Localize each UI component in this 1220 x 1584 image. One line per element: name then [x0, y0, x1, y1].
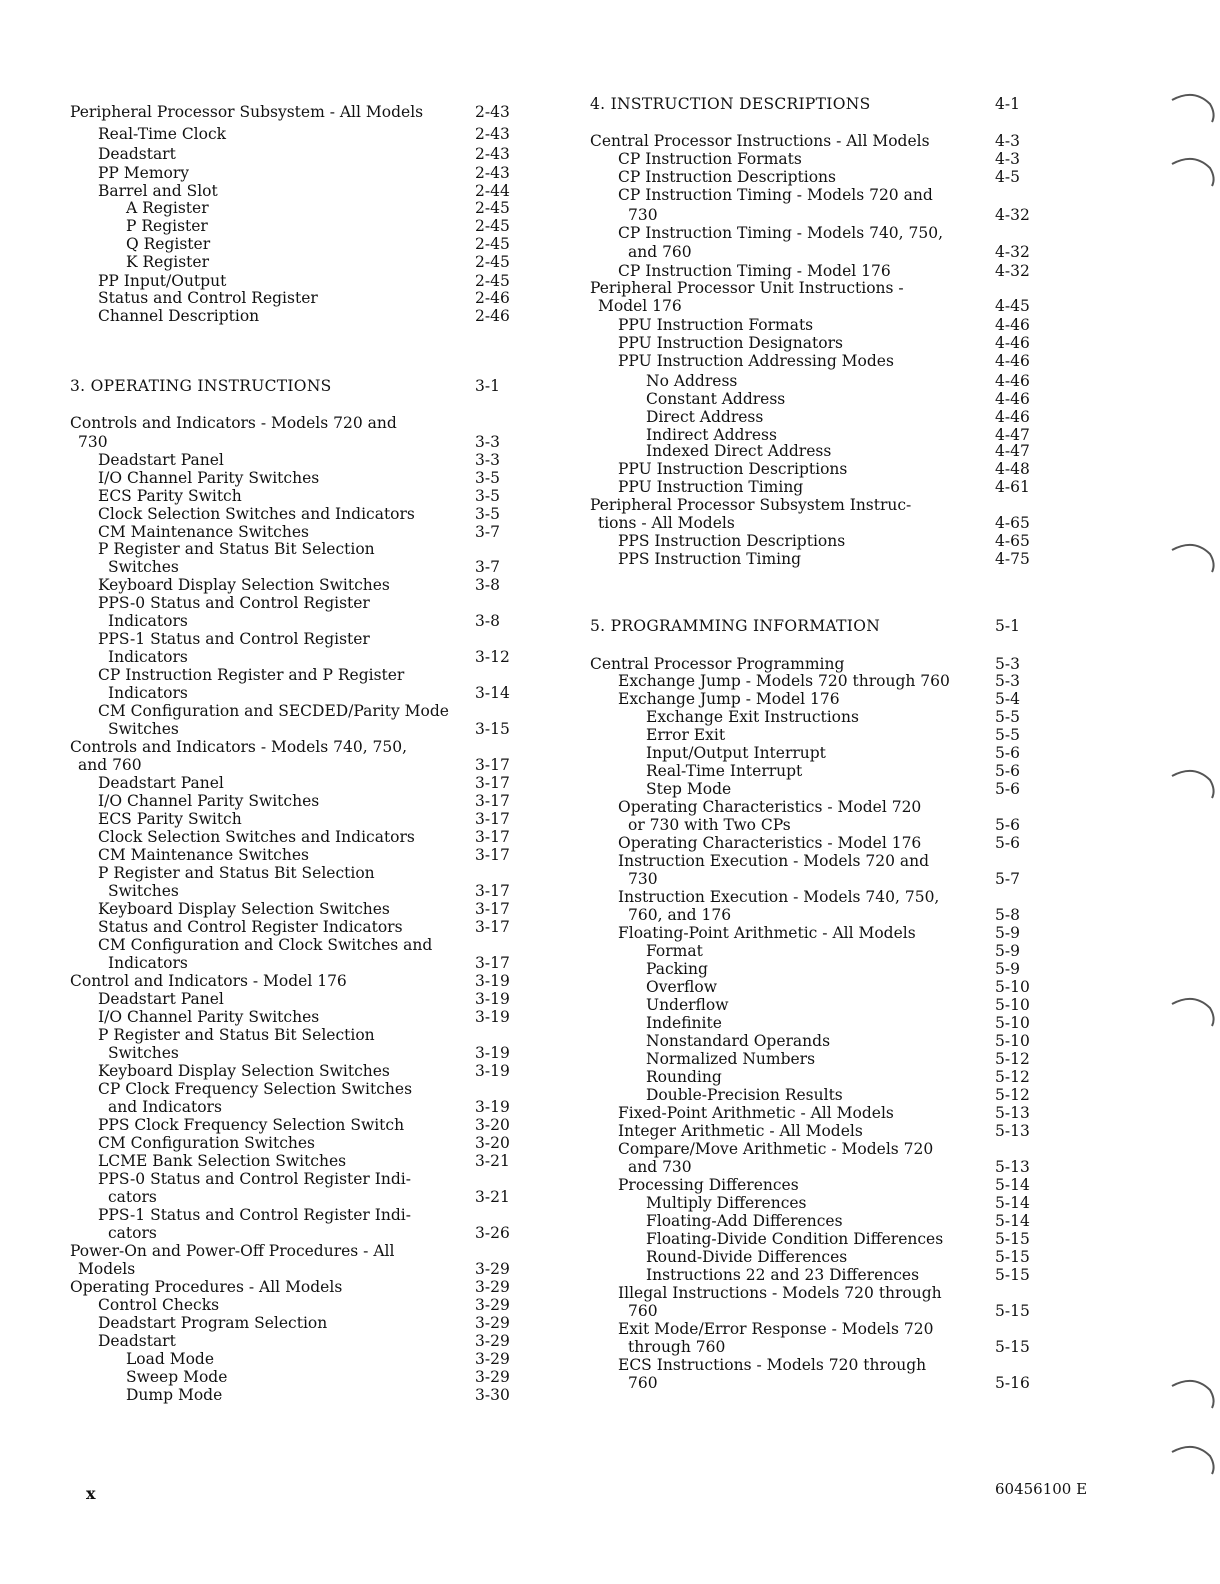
toc-entry-title: I/O Channel Parity Switches: [98, 1008, 320, 1026]
toc-entry-page: 3-29: [475, 1350, 510, 1368]
toc-entry-title: Switches: [108, 882, 179, 900]
page-number: x: [86, 1484, 96, 1503]
toc-entry-title: Operating Procedures - All Models: [70, 1278, 343, 1296]
toc-entry-page: 5-3: [995, 672, 1020, 690]
toc-entry-title: PPU Instruction Timing: [618, 478, 804, 496]
toc-entry-title: PPU Instruction Descriptions: [618, 460, 848, 478]
toc-entry-title: Operating Characteristics - Model 720: [618, 798, 922, 816]
toc-entry-title: Deadstart Panel: [98, 774, 224, 792]
toc-entry-title: CP Instruction Timing - Model 176: [618, 262, 891, 280]
toc-entry-page: 5-5: [995, 708, 1020, 726]
toc-entry-title: Packing: [646, 960, 708, 978]
toc-entry-page: 5-9: [995, 960, 1020, 978]
toc-entry-title: Operating Characteristics - Model 176: [618, 834, 922, 852]
toc-entry-page: 4-32: [995, 206, 1030, 224]
toc-entry-page: 3-12: [475, 648, 510, 666]
toc-entry-title: CP Instruction Descriptions: [618, 168, 836, 186]
toc-entry-title: Model 176: [598, 297, 682, 315]
toc-entry-title: Indicators: [108, 954, 188, 972]
toc-entry-page: 3-17: [475, 828, 510, 846]
toc-entry-page: 3-29: [475, 1368, 510, 1386]
toc-entry-page: 5-13: [995, 1122, 1030, 1140]
toc-entry-title: LCME Bank Selection Switches: [98, 1152, 347, 1170]
toc-entry-page: 5-8: [995, 906, 1020, 924]
toc-entry-title: Input/Output Interrupt: [646, 744, 826, 762]
toc-entry-title: Processing Differences: [618, 1176, 799, 1194]
toc-entry-page: 4-45: [995, 297, 1030, 315]
toc-entry-page: 5-12: [995, 1050, 1030, 1068]
toc-entry-title: or 730 with Two CPs: [628, 816, 791, 834]
toc-entry-title: Load Mode: [126, 1350, 215, 1368]
toc-entry-page: 4-48: [995, 460, 1030, 478]
toc-entry-page: 5-5: [995, 726, 1020, 744]
binder-hole-icon: [1150, 86, 1220, 132]
toc-entry-title: Controls and Indicators - Models 720 and: [70, 414, 397, 432]
toc-entry-title: Exchange Exit Instructions: [646, 708, 859, 726]
toc-entry-title: and 760: [628, 243, 692, 261]
toc-entry-title: I/O Channel Parity Switches: [98, 469, 320, 487]
toc-entry-page: 4-46: [995, 390, 1030, 408]
toc-entry-page: 5-7: [995, 870, 1020, 888]
toc-entry-page: 5-4: [995, 690, 1020, 708]
toc-entry-title: Instructions 22 and 23 Differences: [646, 1266, 920, 1284]
toc-entry-title: CP Instruction Formats: [618, 150, 802, 168]
toc-entry-title: A Register: [126, 199, 209, 217]
toc-entry-page: 4-47: [995, 442, 1030, 460]
toc-entry-page: 3-15: [475, 720, 510, 738]
toc-entry-title: ECS Parity Switch: [98, 810, 242, 828]
toc-entry-title: Keyboard Display Selection Switches: [98, 900, 390, 918]
toc-entry-title: I/O Channel Parity Switches: [98, 792, 320, 810]
toc-entry-title: CM Maintenance Switches: [98, 523, 309, 541]
toc-entry-title: 730: [628, 206, 658, 224]
toc-entry-title: ECS Parity Switch: [98, 487, 242, 505]
toc-entry-title: PPS Instruction Descriptions: [618, 532, 846, 550]
toc-entry-page: 2-45: [475, 235, 510, 253]
toc-entry-page: 3-29: [475, 1278, 510, 1296]
toc-entry-title: PPS Clock Frequency Selection Switch: [98, 1116, 405, 1134]
toc-entry-page: 5-6: [995, 816, 1020, 834]
toc-entry-page: 4-46: [995, 316, 1030, 334]
toc-entry-title: and Indicators: [108, 1098, 222, 1116]
toc-entry-page: 3-29: [475, 1260, 510, 1278]
toc-entry-page: 5-15: [995, 1338, 1030, 1356]
toc-entry-title: K Register: [126, 253, 209, 271]
toc-entry-title: CM Configuration and Clock Switches and: [98, 936, 433, 954]
toc-entry-title: Exchange Jump - Model 176: [618, 690, 840, 708]
toc-entry-title: CP Instruction Timing - Models 740, 750,: [618, 224, 944, 242]
toc-entry-title: Q Register: [126, 235, 211, 253]
toc-entry-title: Deadstart: [98, 145, 176, 163]
toc-entry-title: Keyboard Display Selection Switches: [98, 576, 390, 594]
toc-entry-page: 5-15: [995, 1230, 1030, 1248]
toc-entry-title: Nonstandard Operands: [646, 1032, 831, 1050]
toc-entry-page: 5-10: [995, 1032, 1030, 1050]
toc-entry-page: 5-14: [995, 1194, 1030, 1212]
toc-entry-title: PPU Instruction Designators: [618, 334, 843, 352]
toc-entry-title: tions - All Models: [598, 514, 735, 532]
binder-hole-icon: [1150, 762, 1220, 808]
toc-entry-page: 3-17: [475, 918, 510, 936]
toc-entry-title: PPS-1 Status and Control Register Indi-: [98, 1206, 411, 1224]
toc-entry-page: 3-17: [475, 756, 510, 774]
toc-entry-page: 3-17: [475, 792, 510, 810]
toc-entry-page: 2-43: [475, 145, 510, 163]
toc-entry-title: PPS-0 Status and Control Register Indi-: [98, 1170, 411, 1188]
toc-entry-page: 3-5: [475, 505, 500, 523]
toc-entry-page: 5-6: [995, 744, 1020, 762]
toc-entry-title: Peripheral Processor Subsystem - All Models: [70, 103, 424, 121]
toc-entry-title: 760: [628, 1302, 658, 1320]
toc-entry-page: 5-10: [995, 978, 1030, 996]
toc-entry-title: Instruction Execution - Models 720 and: [618, 852, 930, 870]
toc-entry-title: Overflow: [646, 978, 717, 996]
binder-hole-icon: [1150, 1438, 1220, 1484]
toc-entry-title: Round-Divide Differences: [646, 1248, 848, 1266]
toc-entry-page: 3-19: [475, 1044, 510, 1062]
toc-entry-title: Barrel and Slot: [98, 182, 218, 200]
binder-hole-icon: [1150, 990, 1220, 1036]
toc-entry-page: 3-8: [475, 612, 500, 630]
toc-entry-page: 5-9: [995, 942, 1020, 960]
toc-entry-page: 3-8: [475, 576, 500, 594]
toc-entry-title: 730: [628, 870, 658, 888]
toc-entry-title: P Register and Status Bit Selection: [98, 540, 375, 558]
toc-entry-title: Integer Arithmetic - All Models: [618, 1122, 863, 1140]
toc-entry-title: Deadstart Panel: [98, 451, 224, 469]
toc-entry-title: Power-On and Power-Off Procedures - All: [70, 1242, 395, 1260]
toc-entry-page: 3-17: [475, 810, 510, 828]
toc-entry-page: 4-3: [995, 150, 1020, 168]
toc-entry-title: Central Processor Programming: [590, 655, 845, 673]
toc-entry-title: Status and Control Register Indicators: [98, 918, 403, 936]
toc-entry-title: Rounding: [646, 1068, 722, 1086]
toc-entry-title: Multiply Differences: [646, 1194, 807, 1212]
toc-entry-title: Keyboard Display Selection Switches: [98, 1062, 390, 1080]
toc-entry-title: Deadstart: [98, 1332, 176, 1350]
toc-entry-title: Exit Mode/Error Response - Models 720: [618, 1320, 934, 1338]
toc-entry-page: 3-3: [475, 451, 500, 469]
toc-entry-page: 4-1: [995, 95, 1020, 113]
toc-entry-title: Peripheral Processor Unit Instructions -: [590, 279, 904, 297]
binder-hole-icon: [1150, 536, 1220, 582]
toc-entry-title: Indefinite: [646, 1014, 722, 1032]
toc-entry-title: 760, and 176: [628, 906, 732, 924]
toc-entry-page: 4-32: [995, 243, 1030, 261]
toc-entry-title: Real-Time Clock: [98, 125, 227, 143]
toc-entry-title: Deadstart Program Selection: [98, 1314, 328, 1332]
toc-entry-page: 3-17: [475, 954, 510, 972]
toc-entry-title: 730: [78, 433, 108, 451]
toc-entry-page: 5-1: [995, 617, 1020, 635]
toc-entry-title: P Register: [126, 217, 208, 235]
toc-entry-title: Control and Indicators - Model 176: [70, 972, 347, 990]
toc-entry-page: 4-46: [995, 334, 1030, 352]
toc-entry-title: Real-Time Interrupt: [646, 762, 803, 780]
toc-entry-title: Indicators: [108, 648, 188, 666]
toc-entry-page: 5-14: [995, 1176, 1030, 1194]
toc-entry-title: Dump Mode: [126, 1386, 223, 1404]
toc-entry-title: Switches: [108, 558, 179, 576]
toc-entry-page: 3-19: [475, 990, 510, 1008]
toc-entry-title: Indirect Address: [646, 426, 777, 444]
toc-entry-page: 3-20: [475, 1116, 510, 1134]
toc-entry-page: 3-3: [475, 433, 500, 451]
toc-entry-title: and 760: [78, 756, 142, 774]
toc-entry-title: PP Memory: [98, 164, 190, 182]
toc-entry-page: 2-43: [475, 125, 510, 143]
toc-entry-title: Floating-Divide Condition Differences: [646, 1230, 944, 1248]
toc-entry-page: 3-19: [475, 1062, 510, 1080]
toc-entry-title: Error Exit: [646, 726, 726, 744]
toc-entry-title: Status and Control Register: [98, 289, 318, 307]
toc-entry-page: 2-45: [475, 199, 510, 217]
toc-entry-title: PP Input/Output: [98, 272, 227, 290]
toc-entry-page: 3-17: [475, 846, 510, 864]
toc-entry-page: 5-10: [995, 1014, 1030, 1032]
toc-entry-title: CM Configuration and SECDED/Parity Mode: [98, 702, 449, 720]
toc-entry-page: 4-5: [995, 168, 1020, 186]
toc-entry-title: Models: [78, 1260, 136, 1278]
document-number: 60456100 E: [995, 1480, 1088, 1498]
toc-entry-title: Indicators: [108, 612, 188, 630]
toc-entry-title: CP Instruction Timing - Models 720 and: [618, 186, 933, 204]
toc-entry-page: 3-21: [475, 1152, 510, 1170]
toc-entry-title: Floating-Point Arithmetic - All Models: [618, 924, 916, 942]
toc-entry-title: P Register and Status Bit Selection: [98, 1026, 375, 1044]
toc-entry-title: Step Mode: [646, 780, 732, 798]
toc-entry-page: 4-61: [995, 478, 1030, 496]
toc-entry-title: Channel Description: [98, 307, 260, 325]
toc-entry-page: 3-17: [475, 774, 510, 792]
toc-entry-page: 2-46: [475, 307, 510, 325]
toc-entry-title: cators: [108, 1188, 157, 1206]
toc-entry-page: 5-15: [995, 1248, 1030, 1266]
toc-entry-title: PPU Instruction Addressing Modes: [618, 352, 894, 370]
toc-entry-page: 3-29: [475, 1332, 510, 1350]
toc-entry-page: 4-65: [995, 532, 1030, 550]
toc-entry-page: 3-17: [475, 882, 510, 900]
toc-entry-page: 4-47: [995, 426, 1030, 444]
toc-entry-page: 3-29: [475, 1296, 510, 1314]
toc-entry-title: ECS Instructions - Models 720 through: [618, 1356, 927, 1374]
toc-entry-title: Format: [646, 942, 703, 960]
toc-entry-page: 3-1: [475, 377, 500, 395]
toc-entry-title: Double-Precision Results: [646, 1086, 843, 1104]
toc-entry-title: CM Configuration Switches: [98, 1134, 316, 1152]
toc-entry-title: Peripheral Processor Subsystem Instruc-: [590, 496, 912, 514]
toc-entry-page: 5-14: [995, 1212, 1030, 1230]
toc-entry-title: CM Maintenance Switches: [98, 846, 309, 864]
toc-entry-title: Direct Address: [646, 408, 764, 426]
toc-entry-title: Clock Selection Switches and Indicators: [98, 505, 415, 523]
toc-entry-title: Constant Address: [646, 390, 786, 408]
toc-entry-title: PPS-0 Status and Control Register: [98, 594, 370, 612]
toc-entry-page: 3-21: [475, 1188, 510, 1206]
binder-hole-icon: [1150, 150, 1220, 196]
toc-entry-page: 3-20: [475, 1134, 510, 1152]
toc-entry-page: 4-3: [995, 132, 1020, 150]
toc-entry-page: 3-5: [475, 487, 500, 505]
toc-entry-title: Underflow: [646, 996, 729, 1014]
toc-entry-page: 3-14: [475, 684, 510, 702]
toc-entry-title: Deadstart Panel: [98, 990, 224, 1008]
toc-entry-page: 5-9: [995, 924, 1020, 942]
toc-entry-title: Switches: [108, 720, 179, 738]
toc-entry-title: PPS Instruction Timing: [618, 550, 802, 568]
binder-hole-icon: [1150, 1372, 1220, 1418]
toc-entry-page: 3-17: [475, 900, 510, 918]
toc-entry-page: 4-46: [995, 372, 1030, 390]
toc-entry-page: 5-13: [995, 1158, 1030, 1176]
toc-entry-title: Indexed Direct Address: [646, 442, 832, 460]
toc-entry-title: Switches: [108, 1044, 179, 1062]
toc-entry-page: 3-7: [475, 558, 500, 576]
chapter-title: 5. PROGRAMMING INFORMATION: [590, 617, 881, 635]
toc-entry-page: 5-12: [995, 1086, 1030, 1104]
toc-entry-title: Indicators: [108, 684, 188, 702]
toc-entry-title: PPS-1 Status and Control Register: [98, 630, 370, 648]
toc-entry-page: 5-6: [995, 834, 1020, 852]
toc-entry-title: through 760: [628, 1338, 726, 1356]
toc-entry-page: 5-3: [995, 655, 1020, 673]
toc-entry-page: 5-10: [995, 996, 1030, 1014]
toc-entry-page: 3-19: [475, 972, 510, 990]
toc-entry-page: 3-19: [475, 1098, 510, 1116]
toc-entry-page: 4-46: [995, 352, 1030, 370]
toc-entry-page: 4-46: [995, 408, 1030, 426]
toc-entry-title: Illegal Instructions - Models 720 through: [618, 1284, 942, 1302]
toc-entry-page: 2-45: [475, 217, 510, 235]
toc-entry-title: Floating-Add Differences: [646, 1212, 843, 1230]
toc-entry-page: 5-15: [995, 1266, 1030, 1284]
toc-entry-page: 2-44: [475, 182, 510, 200]
toc-entry-page: 3-5: [475, 469, 500, 487]
toc-entry-page: 5-12: [995, 1068, 1030, 1086]
toc-entry-title: P Register and Status Bit Selection: [98, 864, 375, 882]
toc-entry-page: 2-45: [475, 272, 510, 290]
toc-entry-page: 5-16: [995, 1374, 1030, 1392]
toc-entry-page: 5-15: [995, 1302, 1030, 1320]
toc-entry-title: CP Clock Frequency Selection Switches: [98, 1080, 413, 1098]
toc-entry-page: 3-29: [475, 1314, 510, 1332]
toc-entry-page: 4-32: [995, 262, 1030, 280]
toc-entry-title: CP Instruction Register and P Register: [98, 666, 405, 684]
toc-entry-page: 4-75: [995, 550, 1030, 568]
toc-entry-title: Controls and Indicators - Models 740, 750,: [70, 738, 408, 756]
toc-entry-title: Fixed-Point Arithmetic - All Models: [618, 1104, 894, 1122]
toc-entry-title: Central Processor Instructions - All Models: [590, 132, 930, 150]
toc-entry-title: 760: [628, 1374, 658, 1392]
toc-entry-title: Compare/Move Arithmetic - Models 720: [618, 1140, 934, 1158]
toc-entry-title: Normalized Numbers: [646, 1050, 816, 1068]
toc-entry-page: 2-43: [475, 164, 510, 182]
toc-entry-title: Control Checks: [98, 1296, 220, 1314]
toc-entry-page: 5-6: [995, 780, 1020, 798]
toc-entry-title: and 730: [628, 1158, 692, 1176]
toc-entry-title: Instruction Execution - Models 740, 750,: [618, 888, 940, 906]
toc-entry-page: 5-13: [995, 1104, 1030, 1122]
toc-entry-title: Sweep Mode: [126, 1368, 228, 1386]
toc-entry-page: 2-46: [475, 289, 510, 307]
toc-entry-title: cators: [108, 1224, 157, 1242]
toc-entry-page: 5-6: [995, 762, 1020, 780]
toc-entry-title: Exchange Jump - Models 720 through 760: [618, 672, 950, 690]
toc-entry-title: No Address: [646, 372, 738, 390]
toc-entry-title: Clock Selection Switches and Indicators: [98, 828, 415, 846]
chapter-title: 4. INSTRUCTION DESCRIPTIONS: [590, 95, 871, 113]
toc-entry-page: 3-30: [475, 1386, 510, 1404]
toc-entry-page: 3-26: [475, 1224, 510, 1242]
chapter-title: 3. OPERATING INSTRUCTIONS: [70, 377, 332, 395]
toc-entry-page: 2-45: [475, 253, 510, 271]
toc-entry-page: 4-65: [995, 514, 1030, 532]
toc-entry-page: 2-43: [475, 103, 510, 121]
toc-entry-page: 3-19: [475, 1008, 510, 1026]
toc-entry-title: PPU Instruction Formats: [618, 316, 814, 334]
toc-entry-page: 3-7: [475, 523, 500, 541]
